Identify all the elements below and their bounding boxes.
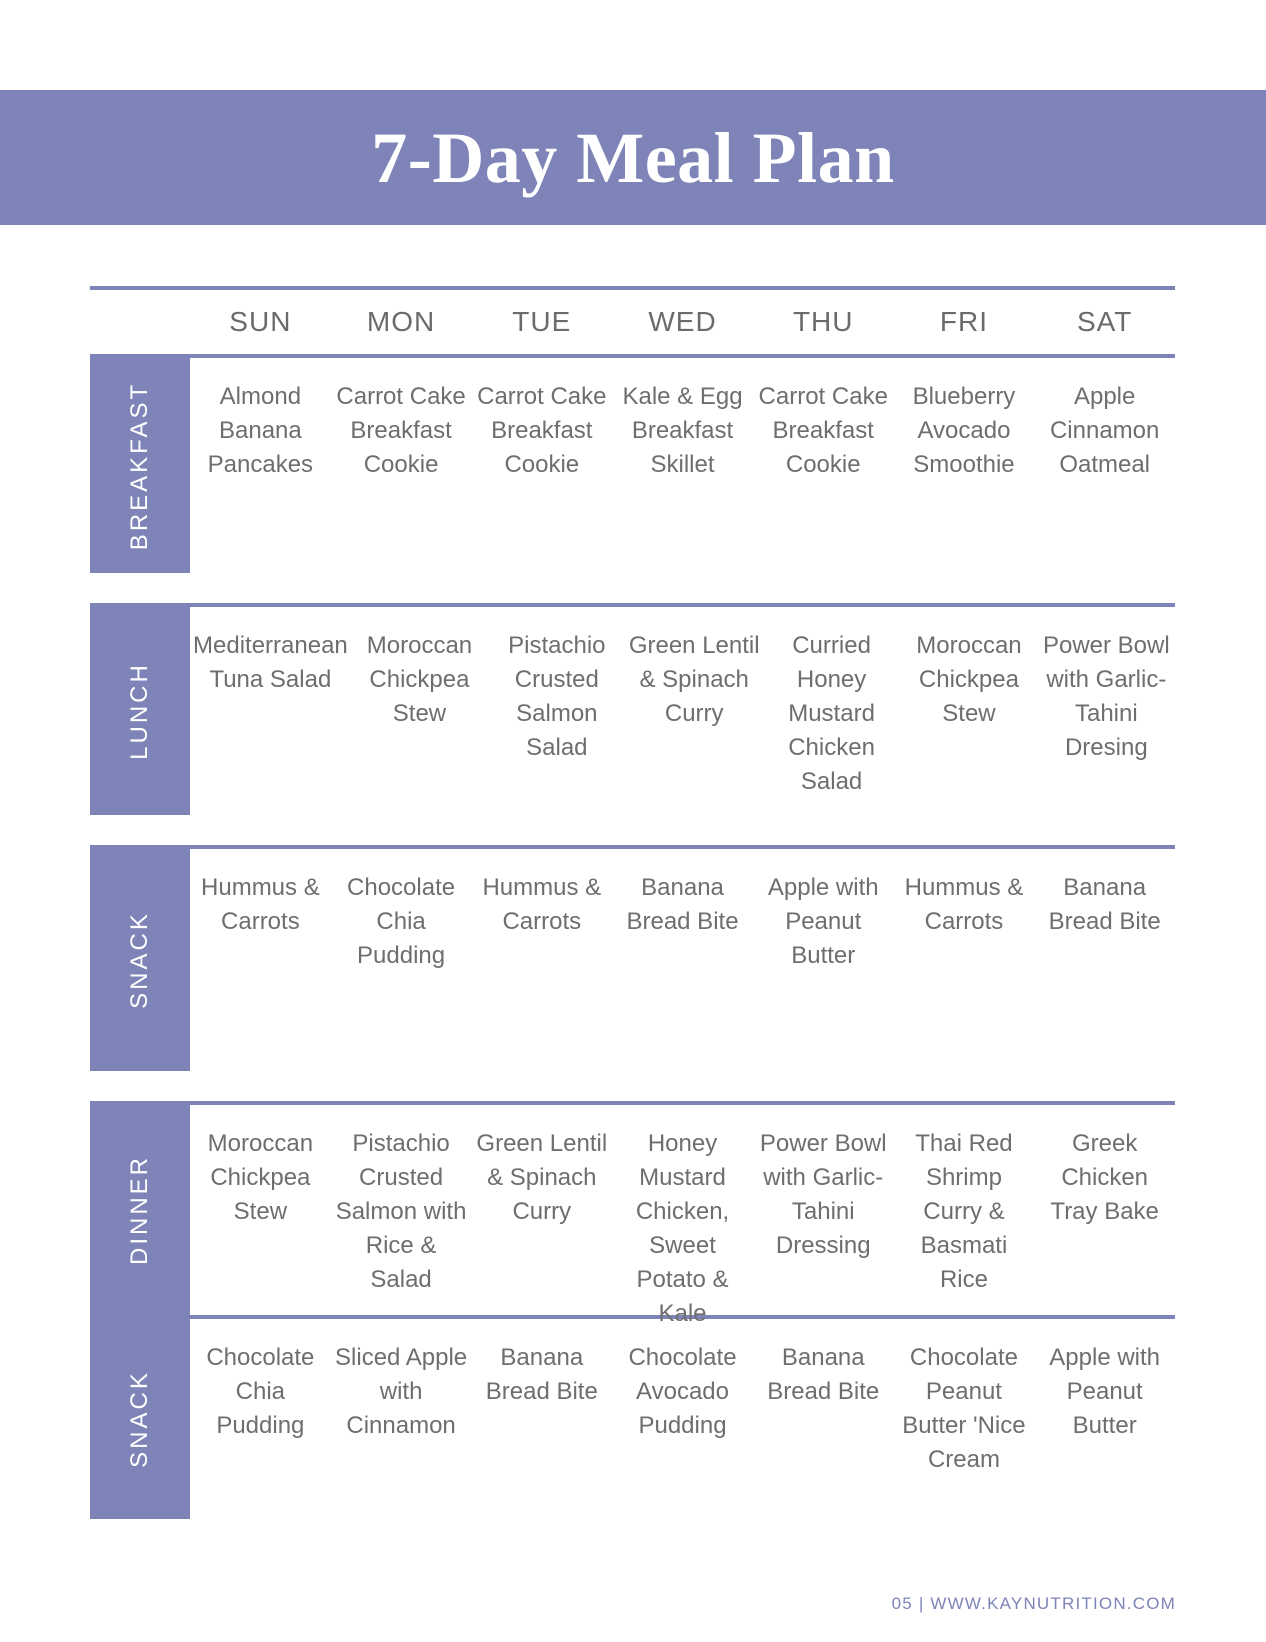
cell-snack2-thu: Banana Bread Bite — [767, 1344, 880, 1406]
cell-snack1-tue: Hummus & Carrots — [482, 874, 602, 936]
cell-lunch-thu: Curried Honey Mustard Chicken Salad — [788, 632, 875, 796]
cell-breakfast-wed: Kale & Egg Breakfast Skillet — [622, 383, 743, 479]
day-header-row — [90, 290, 1175, 354]
cell-lunch-tue: Pistachio Crusted Salmon Salad — [508, 632, 606, 762]
day-header-thu: THU — [792, 306, 854, 337]
meal-row-lunch-cells — [90, 607, 1175, 799]
day-header-sat: SAT — [1076, 306, 1133, 337]
row-gap-2 — [90, 815, 1175, 845]
day-header-tue: TUE — [512, 306, 572, 337]
cell-breakfast-sat: Apple Cinnamon Oatmeal — [1049, 383, 1160, 479]
cell-dinner-wed: Honey Mustard Chicken, Sweet Potato & Kale — [635, 1130, 730, 1328]
meal-plan-table — [90, 286, 1175, 1519]
meal-row-breakfast-cells — [90, 358, 1175, 482]
meal-row-dinner-cells — [90, 1105, 1175, 1331]
cell-dinner-thu: Power Bowl with Garlic-Tahini Dressing — [759, 1130, 887, 1260]
page-title: 7-Day Meal Plan — [371, 117, 895, 198]
cell-snack2-tue: Banana Bread Bite — [485, 1344, 598, 1406]
row-label-breakfast-text: BREAKFAST — [126, 381, 153, 550]
cell-breakfast-mon: Carrot Cake Breakfast Cookie — [336, 383, 466, 479]
cell-breakfast-thu: Carrot Cake Breakfast Cookie — [758, 383, 888, 479]
cell-lunch-wed: Green Lentil & Spinach Curry — [628, 632, 760, 728]
row-label-dinner-text: DINNER — [126, 1154, 154, 1266]
cell-snack1-sat: Banana Bread Bite — [1048, 874, 1161, 936]
cell-lunch-mon: Moroccan Chickpea Stew — [366, 632, 473, 728]
cell-lunch-fri: Moroccan Chickpea Stew — [916, 632, 1022, 728]
cell-breakfast-sun: Almond Banana Pancakes — [207, 383, 314, 479]
cell-dinner-sun: Moroccan Chickpea Stew — [207, 1130, 314, 1226]
meal-row-snack-1 — [90, 849, 1175, 1071]
row-label-snack-1-text: SNACK — [126, 911, 153, 1009]
cell-snack1-mon: Chocolate Chia Pudding — [347, 874, 456, 970]
row-label-snack-2-text: SNACK — [126, 1370, 153, 1468]
page-bottom-edge — [0, 1634, 1266, 1642]
cell-dinner-sat: Greek Chicken Tray Bake — [1050, 1130, 1159, 1226]
cell-dinner-fri: Thai Red Shrimp Curry & Basmati Rice — [915, 1130, 1013, 1294]
cell-breakfast-tue: Carrot Cake Breakfast Cookie — [477, 383, 607, 479]
row-label-dinner — [90, 1105, 190, 1315]
cell-dinner-mon: Pistachio Crusted Salmon with Rice & Salad — [335, 1130, 467, 1294]
day-header-sun: SUN — [229, 306, 292, 337]
day-header-wed: WED — [648, 306, 717, 337]
cell-breakfast-fri: Blueberry Avocado Smoothie — [912, 383, 1016, 479]
row-label-snack-2 — [90, 1319, 190, 1519]
row-gap-1 — [90, 573, 1175, 603]
title-banner — [0, 90, 1266, 225]
row-label-lunch — [90, 607, 190, 815]
meal-row-snack-2 — [90, 1319, 1175, 1519]
cell-snack2-fri: Chocolate Peanut Butter 'Nice Cream — [902, 1344, 1026, 1474]
cell-snack2-sat: Apple with Peanut Butter — [1049, 1344, 1161, 1440]
footer-credit: 05 | WWW.KAYNUTRITION.COM — [891, 1594, 1176, 1613]
row-label-lunch-text: LUNCH — [126, 662, 153, 760]
day-header-mon: MON — [366, 306, 436, 337]
cell-snack1-fri: Hummus & Carrots — [904, 874, 1024, 936]
cell-snack2-sun: Chocolate Chia Pudding — [206, 1344, 315, 1440]
meal-row-lunch — [90, 607, 1175, 815]
row-gap-3 — [90, 1071, 1175, 1101]
cell-snack1-thu: Apple with Peanut Butter — [767, 874, 879, 970]
cell-snack1-wed: Banana Bread Bite — [626, 874, 739, 936]
row-label-snack-1 — [90, 849, 190, 1071]
meal-row-breakfast — [90, 358, 1175, 573]
cell-lunch-sat: Power Bowl with Garlic-Tahini Dresing — [1042, 632, 1170, 762]
cell-snack1-sun: Hummus & Carrots — [201, 874, 320, 936]
meal-row-dinner — [90, 1105, 1175, 1328]
row-label-breakfast — [90, 358, 190, 573]
cell-snack2-mon: Sliced Apple with Cinnamon — [335, 1344, 468, 1440]
day-header-fri: FRI — [939, 306, 988, 337]
cell-lunch-sun: Mediterranean Tuna Salad — [193, 632, 348, 694]
meal-row-snack-2-cells — [90, 1319, 1175, 1477]
meal-row-snack-1-cells — [90, 849, 1175, 973]
cell-dinner-tue: Green Lentil & Spinach Curry — [476, 1130, 608, 1226]
cell-snack2-wed: Chocolate Avocado Pudding — [628, 1344, 737, 1440]
